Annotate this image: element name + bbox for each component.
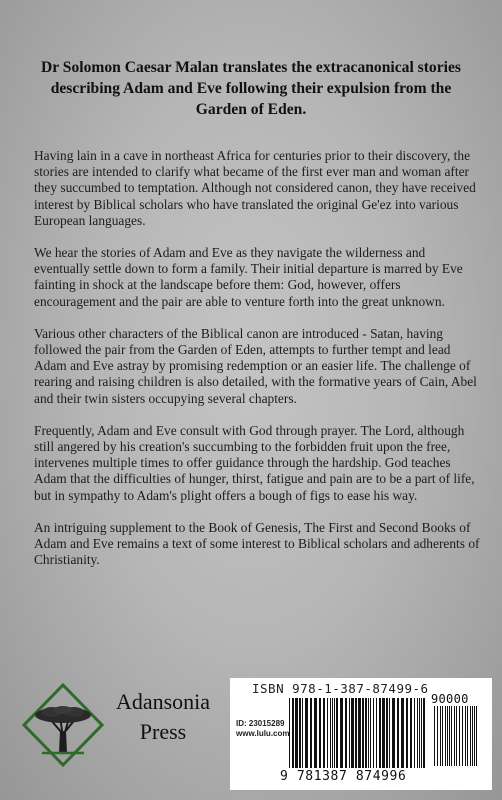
lulu-stamp	[236, 719, 289, 739]
barcode-bar	[373, 698, 374, 768]
barcode-bar	[462, 706, 463, 766]
publisher-name-line1: Adansonia	[115, 689, 211, 714]
barcode-bar	[419, 698, 420, 768]
barcode-bar	[459, 706, 460, 766]
barcode-bar	[456, 706, 457, 766]
barcode-bar	[476, 706, 477, 766]
barcode-bar	[319, 698, 321, 768]
barcode-bar	[451, 706, 452, 766]
barcode-bar	[330, 698, 331, 768]
barcode-bar	[334, 698, 335, 768]
barcode-bar	[389, 698, 390, 768]
barcode-bar	[327, 698, 328, 768]
paragraph-2: We hear the stories of Adam and Eve as they navigate the wilderness and eventually settle down to form a family. Their initial departure is marred by Eve fainting in shock at the landscape before them: God, however, offers encouragement and the pair are able to venture forth into the great unknown.	[34, 245, 463, 309]
barcode-bar	[472, 706, 473, 766]
barcode-bar	[368, 698, 369, 768]
ean-barcode	[288, 698, 428, 770]
publisher-logo	[22, 683, 222, 783]
barcode-bar	[314, 698, 317, 768]
barcode-bar	[302, 698, 303, 768]
addon-barcode	[433, 706, 481, 776]
addon-digits: 90000	[431, 692, 469, 706]
barcode-bar	[440, 706, 441, 766]
barcode-bar	[323, 698, 325, 768]
lulu-url: www.lulu.com	[236, 729, 290, 738]
barcode-bar	[474, 706, 475, 766]
cover-intro: Dr Solomon Caesar Malan translates the extracanonical stories describing Adam and Eve following their expulsion from the Garden of Eden.	[41, 59, 461, 118]
barcode-bar	[465, 706, 466, 766]
barcode-bar	[397, 698, 399, 768]
barcode-bar	[365, 698, 367, 768]
publisher-name-line2: Press	[139, 719, 187, 744]
paragraph-4: Frequently, Adam and Eve consult with God through prayer. The Lord, although still angered by his creation's succumbing to the forbidden fruit upon the free, intervenes multiple times to offer guidance through the hardship. God teaches Adam that the difficulties of hunger, thirst, fatigue and pain are to be a part of life, but in sympathy to Adam's plight offers a bough of figs to ease his way.	[34, 422, 475, 503]
barcode-bar	[295, 698, 298, 768]
barcode-bar	[442, 706, 443, 766]
barcode-bar	[421, 698, 422, 768]
barcode-bar	[345, 698, 347, 768]
baobab-tree-icon	[22, 683, 104, 767]
barcode-area	[230, 678, 492, 790]
paragraph-5: An intriguing supplement to the Book of Genesis, The First and Second Books of Adam and Eve remains a text of some interest to Biblical scholars and adherents of Christianity.	[34, 519, 480, 568]
barcode-bar	[336, 698, 338, 768]
barcode-bar	[332, 698, 333, 768]
barcode-bar	[310, 698, 312, 768]
barcode-bar	[305, 698, 308, 768]
barcode-bar	[355, 698, 357, 768]
barcode-bar	[289, 698, 290, 768]
barcode-bar	[447, 706, 448, 766]
barcode-bar	[414, 698, 415, 768]
barcode-bar	[406, 698, 408, 768]
barcode-bar	[292, 698, 294, 768]
cover-description	[34, 148, 480, 584]
barcode-bar	[349, 698, 350, 768]
barcode-bar	[401, 698, 404, 768]
barcode-bar	[449, 706, 450, 766]
barcode-bar	[392, 698, 395, 768]
publisher-name	[108, 687, 218, 747]
isbn-label: ISBN 978-1-387-87499-6	[252, 681, 429, 696]
barcode-bar	[470, 706, 471, 766]
barcode-bar	[417, 698, 418, 768]
barcode-bar	[386, 698, 388, 768]
barcode-bar	[358, 698, 361, 768]
barcode-bar	[445, 706, 446, 766]
barcode-bar	[410, 698, 412, 768]
paragraph-3: Various other characters of the Biblical canon are introduced - Satan, having followed the pair from the Garden of Eden, attempts to further tempt and lead Adam and Eve astray by promising redemption or an easier life. The challenge of rearing and raising children is also detailed, with the formative years of Cain, Abel and their twin sisters occupying several chapters.	[34, 325, 477, 406]
barcode-bar	[454, 706, 455, 766]
barcode-bar	[437, 706, 438, 766]
barcode-bar	[467, 706, 468, 766]
barcode-bar	[382, 698, 385, 768]
ean-digits: 9 781387 874996	[280, 769, 407, 784]
barcode-bar	[423, 698, 425, 768]
barcode-bar	[376, 698, 377, 768]
barcode-bar	[434, 706, 435, 766]
barcode-bar	[351, 698, 354, 768]
lulu-id: ID: 23015289	[236, 719, 285, 728]
barcode-bar	[379, 698, 381, 768]
barcode-bar	[370, 698, 371, 768]
barcode-bar	[362, 698, 364, 768]
paragraph-1: Having lain in a cave in northeast Africa for centuries prior to their discovery, the stories are intended to clarify what became of the first ever man and woman after they succumbed to temptation. Although not considered canon, they have received interest by Biblical scholars who have translated the original Ge'ez into various European languages.	[34, 148, 476, 228]
barcode-bar	[340, 698, 343, 768]
barcode-bar	[299, 698, 301, 768]
